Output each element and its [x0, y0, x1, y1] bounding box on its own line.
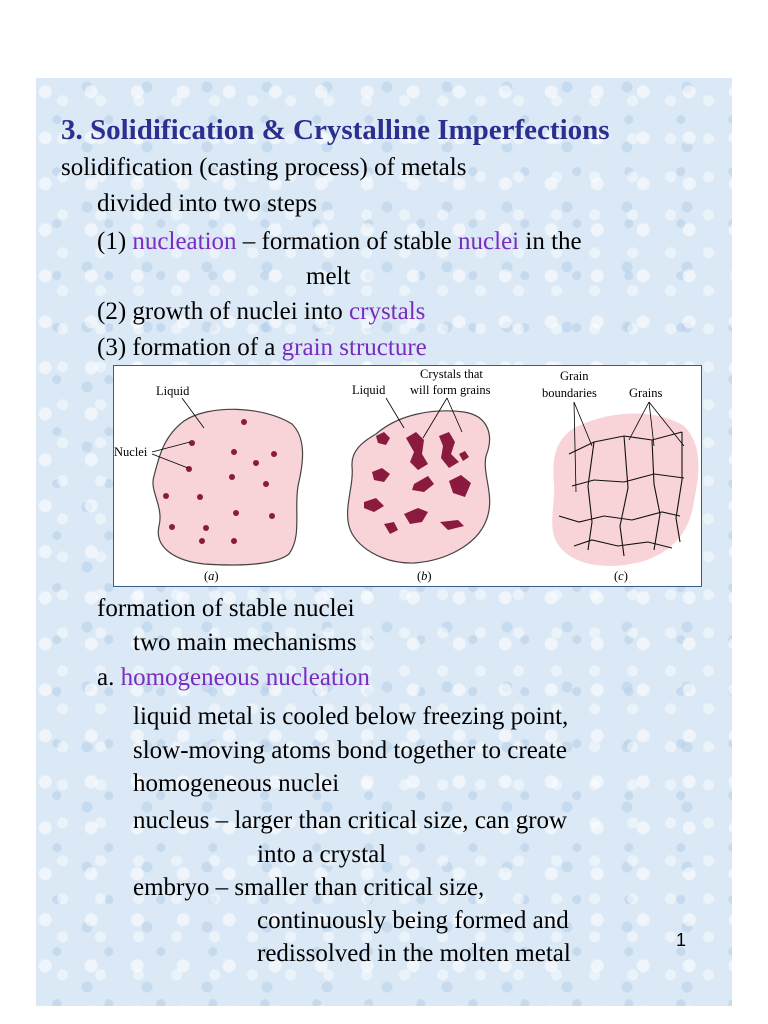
- term-crystals: crystals: [349, 298, 426, 325]
- body-line-8: embryo – smaller than critical size,: [133, 874, 485, 901]
- caption-a: (a): [204, 569, 219, 583]
- label-grain-line-1: Grain: [560, 369, 589, 383]
- label-grains: Grains: [629, 386, 663, 400]
- step-1-continuation: melt: [306, 263, 351, 290]
- melt-blob-a: [153, 409, 303, 565]
- body-line-6: nucleus – larger than critical size, can grow: [133, 807, 568, 834]
- term-grain-structure: grain structure: [281, 334, 427, 361]
- label-grain-line-2: boundaries: [542, 386, 597, 400]
- body-line-7: into a crystal: [257, 841, 387, 868]
- intro-line-2: divided into two steps: [97, 190, 318, 217]
- step-1-suffix: in the: [519, 228, 582, 255]
- body-line-4: slow-moving atoms bond together to create: [133, 737, 567, 764]
- caption-c: (c): [614, 569, 628, 583]
- step-3: [97, 333, 427, 363]
- solidification-figure: [113, 365, 702, 587]
- term-nucleation: nucleation: [132, 228, 237, 255]
- label-crystals-line-2: will form grains: [410, 383, 491, 397]
- body-line-3: liquid metal is cooled below freezing point,: [133, 703, 569, 730]
- step-3-prefix: (3) formation of a: [97, 334, 282, 361]
- intro-line-1: solidification (casting process) of metals: [61, 154, 467, 181]
- term-homogeneous-nucleation: homogeneous nucleation: [120, 664, 370, 691]
- page-number: 1: [676, 930, 687, 950]
- body-line-2: two main mechanisms: [133, 629, 357, 656]
- body-line-10: redissolved in the molten metal: [257, 940, 571, 967]
- homogeneous-prefix: a.: [97, 664, 121, 691]
- label-liquid-b: Liquid: [352, 383, 386, 397]
- step-1-mid: – formation of stable: [236, 228, 459, 255]
- label-nuclei: Nuclei: [114, 445, 148, 459]
- solidification-diagram: [114, 366, 701, 586]
- term-nuclei: nuclei: [458, 228, 520, 255]
- step-1: [97, 227, 582, 257]
- caption-b: (b): [417, 569, 432, 583]
- body-line-1: formation of stable nuclei: [97, 595, 355, 622]
- body-line-9: continuously being formed and: [257, 907, 569, 934]
- step-2-prefix: (2) growth of nuclei into: [97, 298, 350, 325]
- homogeneous-heading: [97, 663, 370, 693]
- label-liquid-a: Liquid: [156, 384, 190, 398]
- step-1-prefix: (1): [97, 228, 133, 255]
- step-2: [97, 297, 425, 327]
- slide-title: 3. Solidification & Crystalline Imperfections: [61, 114, 610, 146]
- body-line-5: homogeneous nuclei: [133, 770, 340, 797]
- label-crystals-line-1: Crystals that: [420, 367, 483, 381]
